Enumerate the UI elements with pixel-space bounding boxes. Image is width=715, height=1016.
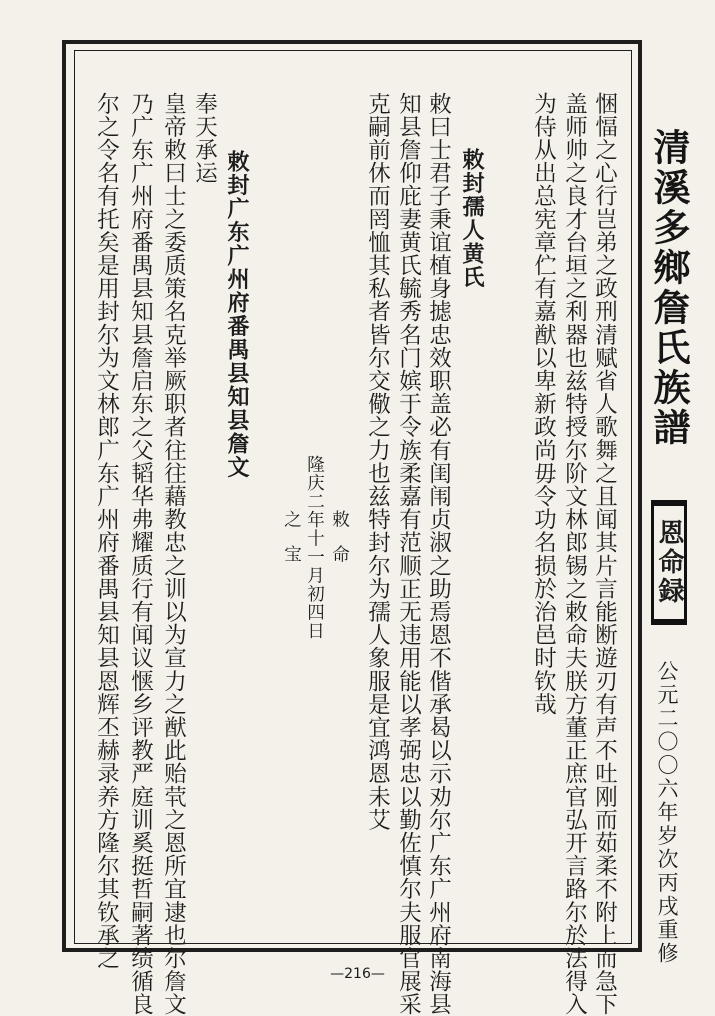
edict2-line-1: 敕曰士君子秉谊植身摅忠效职盖必有闺闱贞淑之助焉恩不偕承曷以示劝尔广东广州府南海县 [425,92,452,1016]
section-tag [651,500,687,625]
edict2-date: 隆庆二年十一月初四日 [304,455,325,640]
section-tag-label: 恩命録 [654,519,684,606]
edict1-line-2: 盖师帅之良才台垣之利器也兹特授尔阶文林郎锡之敕命夫朕方董正庶官弘开言路尔於法得入 [561,92,588,1016]
edict2-line-3: 克嗣前休而罔恤其私者皆尔交儆之力也兹特封尔为孺人象服是宜鸿恩未艾 [364,92,391,832]
edict2-title: 敕封孺人黄氏 [459,148,485,289]
edict2-seal-text: 之 宝 [281,510,302,563]
year-note: 公元二〇〇六年岁次丙戌重修 [655,660,679,966]
page-number: —216— [330,966,385,982]
edict3-line-1: 奉天承运 [191,92,218,185]
book-title: 清溪多鄉詹氏族譜 [647,128,691,448]
edict3-line-2: 皇帝敕曰士之委质策名克举厥职者往往藉教忠之训以为宣力之猷此贻茕之恩所宜逮也尔詹文 [160,92,187,1016]
edict1-line-3: 为侍从出总宪章伫有嘉猷以卑新政尚毋令功名损於治邑时钦哉 [530,92,557,716]
edict3-line-3: 乃广东广州府番禺县知县詹启东之父韬华弗耀质行有闻议惬乡评教严庭训奚挺哲嗣著绩循良 [127,92,154,1016]
edict3-line-4: 尔之令名有托矣是用封尔为文林郎广东广州府番禺县知县恩辉丕赫录养方隆尔其钦承之 [93,92,120,970]
edict3-title: 敕封广东广州府番禺县知县詹文 [224,150,250,479]
edict2-seal-label: 敕 命 [329,510,350,563]
edict1-line-1: 悃愊之心行岂弟之政刑清赋省人歌舞之且闻其片言能断遊刃有声不吐刚而茹柔不附上而急下 [591,92,618,1016]
edict2-line-2: 知县詹仰庇妻黄氏毓秀名门嫔于令族柔嘉有范顺正无违用能以孝弼忠以勤佐慎尔夫服官展采 [395,92,422,1016]
